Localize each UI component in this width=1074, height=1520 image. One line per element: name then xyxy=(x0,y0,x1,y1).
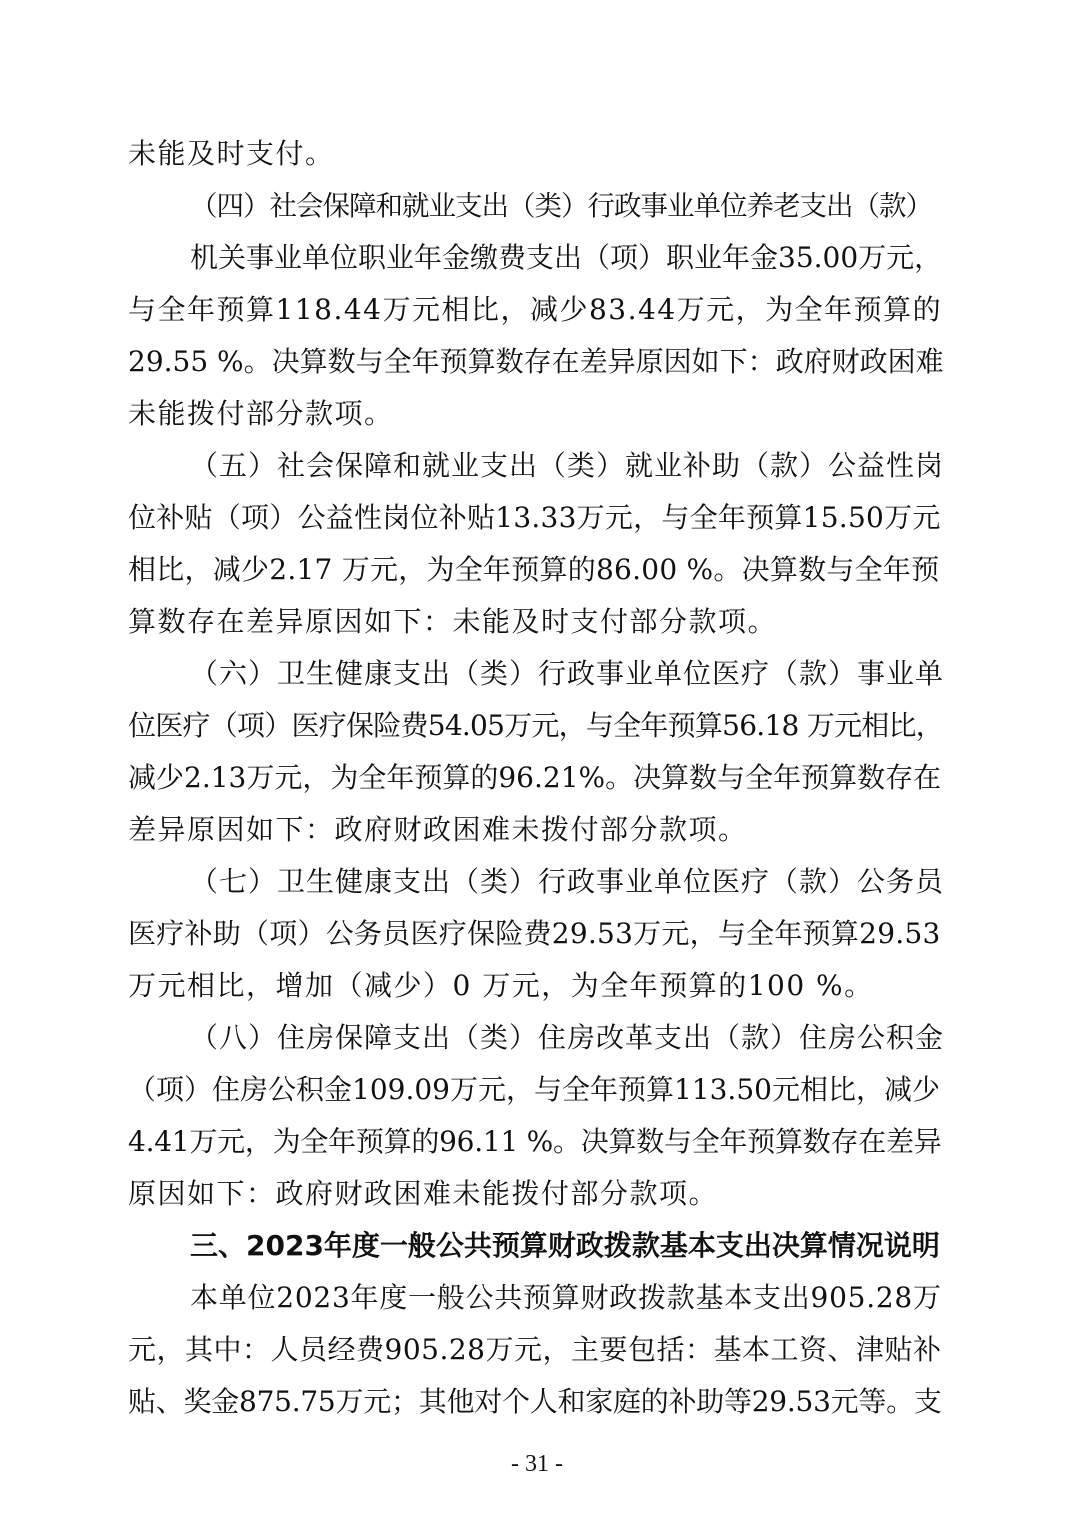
text-line: 位医疗（项）医疗保险费54.05万元，与全年预算56.18 万元相比， xyxy=(128,709,943,742)
text-line: 相比，减少2.17 万元，为全年预算的86.00 %。决算数与全年预 xyxy=(128,553,940,586)
text-line: 机关事业单位职业年金缴费支出（项）职业年金35.00万元， xyxy=(190,241,943,274)
paragraph-first-line: （五）社会保障和就业支出（类）就业补助（款）公益性岗 xyxy=(190,449,945,482)
text-line: 贴、奖金875.75万元；其他对个人和家庭的补助等29.53元等。支 xyxy=(128,1385,942,1418)
paragraph-first-line: （六）卫生健康支出（类）行政事业单位医疗（款）事业单 xyxy=(190,657,945,690)
text-line: 差异原因如下：政府财政困难未拨付部分款项。 xyxy=(128,813,748,846)
text-line: （项）住房公积金109.09万元，与全年预算113.50元相比，减少 xyxy=(128,1073,940,1106)
text-line: 未能及时支付。 xyxy=(128,137,335,170)
text-line: 原因如下：政府财政困难未能拨付部分款项。 xyxy=(128,1177,719,1210)
text-line: 位补贴（项）公益性岗位补贴13.33万元，与全年预算15.50万元 xyxy=(128,501,941,534)
paragraph-first-line: （四）社会保障和就业支出（类）行政事业单位养老支出（款） xyxy=(190,190,932,222)
document-body xyxy=(128,128,944,1428)
text-line: 4.41万元，为全年预算的96.11 %。决算数与全年预算数存在差异 xyxy=(128,1125,942,1158)
text-line: 万元相比，增加（减少）0 万元，为全年预算的100 %。 xyxy=(128,969,874,1002)
text-line: 算数存在差异原因如下：未能及时支付部分款项。 xyxy=(128,605,778,638)
paragraph-first-line: （七）卫生健康支出（类）行政事业单位医疗（款）公务员 xyxy=(190,865,945,898)
text-line: 未能拨付部分款项。 xyxy=(128,397,394,430)
paragraph-first-line: （八）住房保障支出（类）住房改革支出（款）住房公积金 xyxy=(190,1021,945,1054)
text-line: 与全年预算118.44万元相比，减少83.44万元，为全年预算的 xyxy=(128,293,943,326)
page-number: - 31 - xyxy=(511,1451,563,1477)
text-line: 29.55 %。决算数与全年预算数存在差异原因如下：政府财政困难 xyxy=(128,345,944,378)
text-line: 医疗补助（项）公务员医疗保险费29.53万元，与全年预算29.53 xyxy=(128,917,941,950)
paragraph-first-line: 本单位2023年度一般公共预算财政拨款基本支出905.28万 xyxy=(190,1281,942,1314)
section-heading: 三、2023年度一般公共预算财政拨款基本支出决算情况说明 xyxy=(190,1229,940,1262)
text-line: 减少2.13万元，为全年预算的96.21%。决算数与全年预算数存在 xyxy=(128,761,942,794)
text-line: 元，其中：人员经费905.28万元，主要包括：基本工资、津贴补 xyxy=(128,1333,942,1366)
